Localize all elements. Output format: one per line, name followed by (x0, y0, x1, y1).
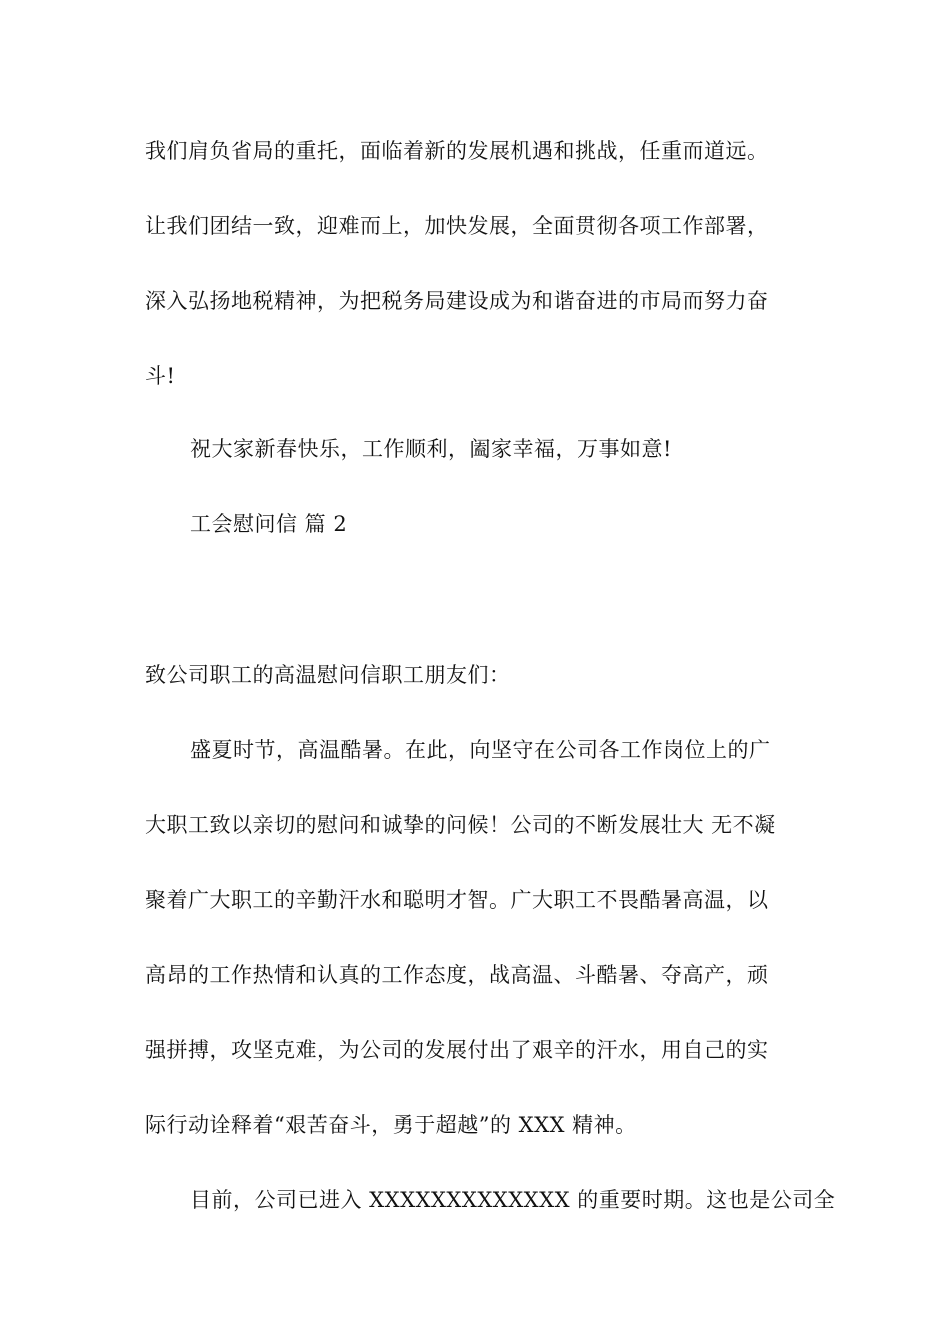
section-heading: 工会慰问信 篇 2 (190, 512, 348, 536)
paragraph-line: 斗! (145, 364, 176, 388)
letter-salutation: 致公司职工的高温慰问信职工朋友们： (145, 663, 511, 687)
paragraph-line: 目前，公司已进入 XXXXXXXXXXXXX 的重要时期。这也是公司全 (190, 1188, 836, 1212)
paragraph-line: 我们肩负省局的重托，面临着新的发展机遇和挑战，任重而道远。 (145, 139, 769, 163)
paragraph-line: 强拼搏，攻坚克难，为公司的发展付出了艰辛的汗水，用自己的实 (145, 1038, 769, 1062)
paragraph-line: 让我们团结一致，迎难而上，加快发展，全面贯彻各项工作部署， (145, 214, 769, 238)
paragraph-line: 高昂的工作热情和认真的工作态度，战高温、斗酷暑、夺高产，顽 (145, 963, 769, 987)
paragraph-line: 际行动诠释着“艰苦奋斗，勇于超越”的 XXX 精神。 (145, 1113, 637, 1137)
paragraph-line: 聚着广大职工的辛勤汗水和聪明才智。广大职工不畏酷暑高温，以 (145, 888, 769, 912)
paragraph-line: 大职工致以亲切的慰问和诚挚的问候！公司的不断发展壮大 无不凝 (145, 813, 776, 837)
paragraph-line: 深入弘扬地税精神，为把税务局建设成为和谐奋进的市局而努力奋 (145, 289, 769, 313)
paragraph-line: 盛夏时节，高温酷暑。在此，向坚守在公司各工作岗位上的广 (190, 738, 771, 762)
paragraph-line: 祝大家新春快乐，工作顺利，阖家幸福，万事如意! (190, 437, 672, 461)
